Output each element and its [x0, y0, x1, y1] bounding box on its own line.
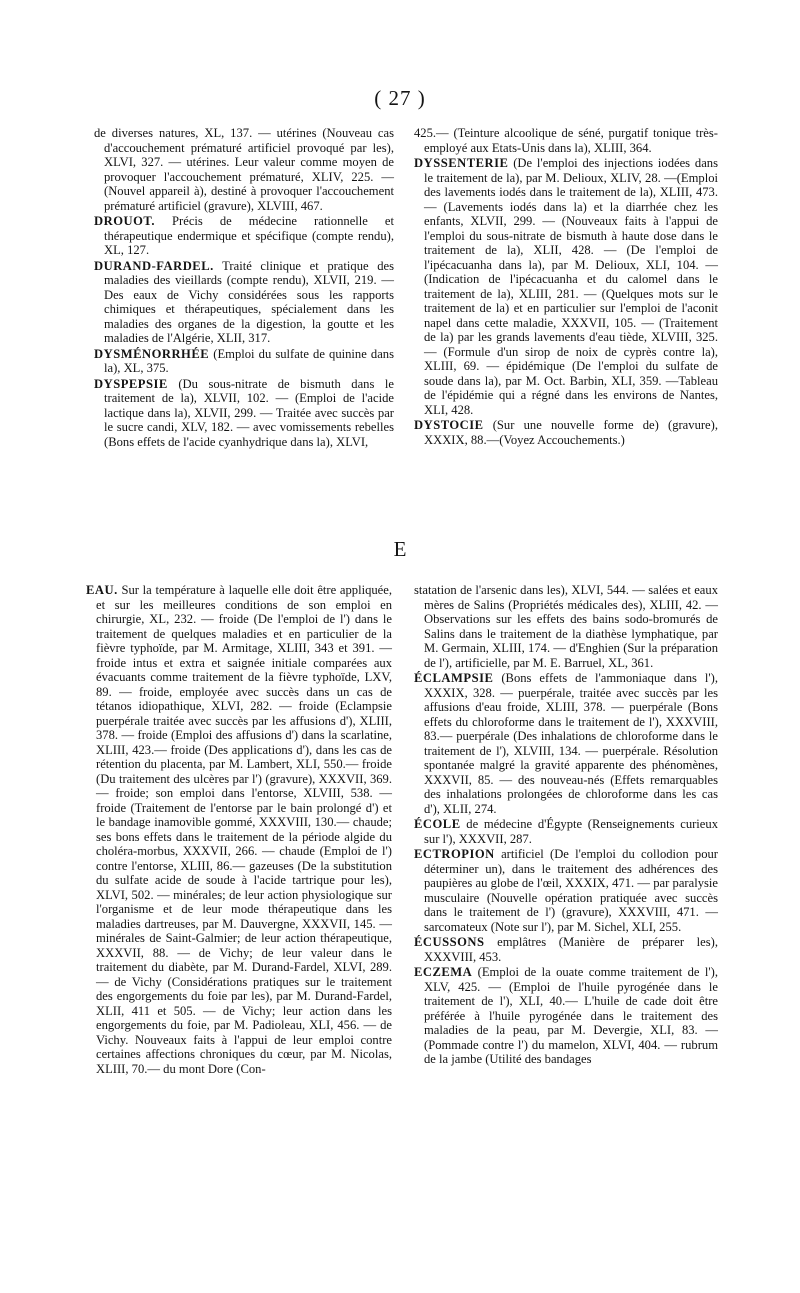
entry-headword: EAU.	[86, 583, 118, 597]
index-entry	[414, 817, 718, 846]
entry-text: (Emploi de la ouate comme traitement de l'), XLV, 425. — (Emploi de l'huile pyrogénée dans le traitement de l'), XLI, 40.— L'huile de cade doit être préférée à l'huile pyrogénée dans le traitement des maladies de la peau, par M. Devergie, XLI, 83. — (Pommade contre l') du mamelon, XLVI, 404. — rubrum de la jambe (Utilité des bandages	[424, 965, 718, 1066]
entry-headword: DYSPEPSIE	[94, 376, 168, 391]
index-entry	[414, 847, 718, 934]
entry-text: 425.— (Teinture alcoolique de séné, purgatif tonique très-employé aux Etats-Unis dans la), XLIII, 364.	[414, 126, 718, 155]
index-entry	[414, 126, 718, 155]
entry-headword: ÉCUSSONS	[414, 935, 485, 949]
entry-headword: DYSMÉNORRHÉE	[94, 346, 210, 361]
column-top-left	[94, 126, 394, 450]
index-entry	[94, 214, 394, 258]
entry-text: statation de l'arsenic dans les), XLVI, 544. — salées et eaux mères de Salins (Propriétés médicales des), XLIII, 42. — Observations sur les effets des bains sodo-bromurés de Salins dans le traitement de la diathèse lymphatique, par M. Germain, XLIII, 174. — d'Enghien (Sur la préparation de l'), artificielle, par M. E. Barruel, XL, 361.	[414, 583, 718, 670]
index-entry	[414, 935, 718, 964]
index-entry	[414, 965, 718, 1067]
column-top-right	[414, 126, 718, 448]
section-letter: E	[393, 537, 407, 561]
entry-text: (Sur une nouvelle forme de) (gravure), XXXIX, 88.—(Voyez Accouchements.)	[424, 418, 718, 447]
entry-headword: DURAND-FARDEL.	[94, 258, 214, 273]
page-number: ( 27 )	[374, 86, 426, 110]
entry-text: de diverses natures, XL, 137. — utérines (Nouveau cas d'accouchement prématuré artificiel provoqué par les), XLVI, 327. — utérines. Leur valeur comme moyen de provoquer l'accouchement prématuré, XLIV, 225. — (Nouvel appareil à), destiné à provoquer l'accouchement prématuré artificiel (gravure), XLVIII, 467.	[94, 126, 394, 213]
entry-headword: DYSSENTERIE	[414, 156, 509, 170]
entry-text: Précis de médecine rationnelle et thérapeutique endermique et spécifique (compte rendu), XL, 127.	[104, 214, 394, 257]
entry-text: Sur la température à laquelle elle doit être appliquée, et sur les meilleures conditions de son emploi en chirurgie, XL, 232. — froide (De l'emploi de l') dans le traitement de quelques maladies et en particulier de la fièvre typhoïde, par M. Armitage, XLIII, 343 et 391. — froide intus et extra et saignée initiale comparées aux évacuants comme traitement de la fièvre typhoïde, LXV, 89. — froide, employée avec succès dans un cas de tétanos idiopathique, XLVI, 282. — froide (Eclampsie puerpérale traitée avec succès par les affusions d'), XLIII, 378. — froide (Emploi des affusions d') dans la scarlatine, XLIII, 423.— froide (Des applications d'), dans les cas de rétention du placenta, par M. Lambert, XLI, 550.— froide (Du traitement des ulcères par l') (gravure), XXXVII, 369.— froide; son emploi dans l'entorse, XLVIII, 538. — froide (Traitement de l'entorse par le bain prolongé d') et le bandage inamovible gommé, XXXVIII, 130.— chaude; ses bons effets dans le traitement de la période algide du choléra-morbus, XXXVII, 266. — chaude (Emploi de l') contre l'entorse, XLIII, 86.— gazeuses (De la substitution du sulfate acide de soude à l'acide tartrique pour les), XLVI, 502. — minérales; de leur action physiologique sur l'organisme et de leur mode thérapeutique dans les maladies dartreuses, par M. Dauvergne, XXXVII, 145. — minérales de Saint-Galmier; de leur action thérapeutique, XXXVII, 88. — de Vichy; de leur valeur dans le traitement du diabète, par M. Durand-Fardel, XLVI, 289. — de Vichy (Considérations pratiques sur le traitement des engorgements du foie par les), par M. Durand-Fardel, XLII, 411 et 505. — de Vichy; leur action dans les engorgements du foie, par M. Padioleau, XLI, 456. — de Vichy. Nouveaux faits à l'appui de leur emploi contre certaines affections chroniques du cœur, par M. Nicolas, XLIII, 70.— du mont Dore (Con-	[96, 583, 392, 1076]
entry-text: artificiel (De l'emploi du collodion pour déterminer un), dans le traitement des adhérences des paupières au globe de l'œil, XXXIX, 471. — par paralysie musculaire (Nouvelle opération pratiquée avec succès dans le traitement de l') (gravure), XXXVIII, 471. — sarcomateux (Note sur l'), par M. Sichel, XLI, 255.	[424, 847, 718, 934]
entry-headword: ECTROPION	[414, 847, 495, 861]
index-entry	[94, 377, 394, 450]
index-entry	[414, 583, 718, 670]
column-bottom-right	[414, 583, 718, 1068]
index-entry	[94, 259, 394, 346]
entry-text: emplâtres (Manière de préparer les), XXXVIII, 453.	[424, 935, 718, 964]
index-entry	[94, 126, 394, 213]
index-entry	[414, 418, 718, 447]
entry-headword: ECZEMA	[414, 965, 473, 979]
entry-headword: DROUOT.	[94, 214, 155, 228]
entry-headword: ÉCOLE	[414, 817, 461, 831]
index-entry	[94, 347, 394, 376]
entry-text: (Emploi du sulfate de quinine dans la), XL, 375.	[104, 346, 394, 375]
index-entry	[414, 156, 718, 417]
entry-headword: ÉCLAMPSIE	[414, 671, 494, 685]
entry-text: (De l'emploi des injections iodées dans le traitement de la), par M. Delioux, XLIV, 28. —(Emploi des lavements iodés dans le traitement de la), XLIII, 473. — (Lavements iodés dans la) et la diarrhée chez les enfants, XLVII, 299. — (Nouveaux faits à l'appui de l'emploi du sous-nitrate de bismuth à haute dose dans le traitement de la), XLII, 428. — (De l'emploi de l'ipécacuanha dans la), par M. Delioux, XLI, 104. — (Indication de l'ipécacuanha et du calomel dans le traitement de la), XLIII, 281. — (Quelques mots sur le traitement de la) et en particulier sur l'emploi de l'aconit napel dans cette maladie, XXXVII, 105. — (Traitement de la) par les grands lavements d'eau tiède, XLVIII, 325. — (Formule d'un sirop de noix de cyprès contre la), XLIII, 69. — épidémique (De l'emploi du sulfate de soude dans la), par M. Oct. Barbin, XLI, 359. —Tableau de l'épidémie qui a régné dans les environs de Nantes, XLI, 428.	[424, 156, 718, 417]
entry-headword: DYSTOCIE	[414, 418, 484, 432]
column-bottom-left	[86, 583, 392, 1077]
entry-text: Traité clinique et pratique des maladies des vieillards (compte rendu), XLVII, 219. — Des eaux de Vichy considérées sous les rapports chimiques et thérapeutiques, spécialement dans les maladies des organes de la digestion, la goutte et les maladies de l'Algérie, XLII, 317.	[104, 258, 394, 345]
index-entry	[414, 671, 718, 816]
entry-text: (Bons effets de l'ammoniaque dans l'), XXXIX, 328. — puerpérale, traitée avec succès par les affusions d'eau froide, XLIII, 378. — puerpérale (Bons effets du chloroforme dans le traitement de l'), XXXVIII, 83.— puerpérale (Des inhalations de chloroforme dans le traitement de l'), XLVIII, 134. — puerpérale. Résolution spontanée malgré la gravité apparente des phénomènes, XXXVII, 85. — des nouveau-nés (Effets remarquables des inhalations prolongées de chloroforme dans les cas d'), XLII, 274.	[424, 671, 718, 816]
entry-text: (Du sous-nitrate de bismuth dans le traitement de la), XLVII, 102. — (Emploi de l'acide lactique dans la), XLVII, 299. — Traitée avec succès par le sucre candi, XLV, 182. — avec vomissements rebelles (Bons effets de l'acide cyanhydrique dans la), XLVI,	[104, 376, 394, 449]
entry-text: de médecine d'Égypte (Renseignements curieux sur l'), XXXVII, 287.	[424, 817, 718, 846]
index-entry	[86, 583, 392, 1076]
